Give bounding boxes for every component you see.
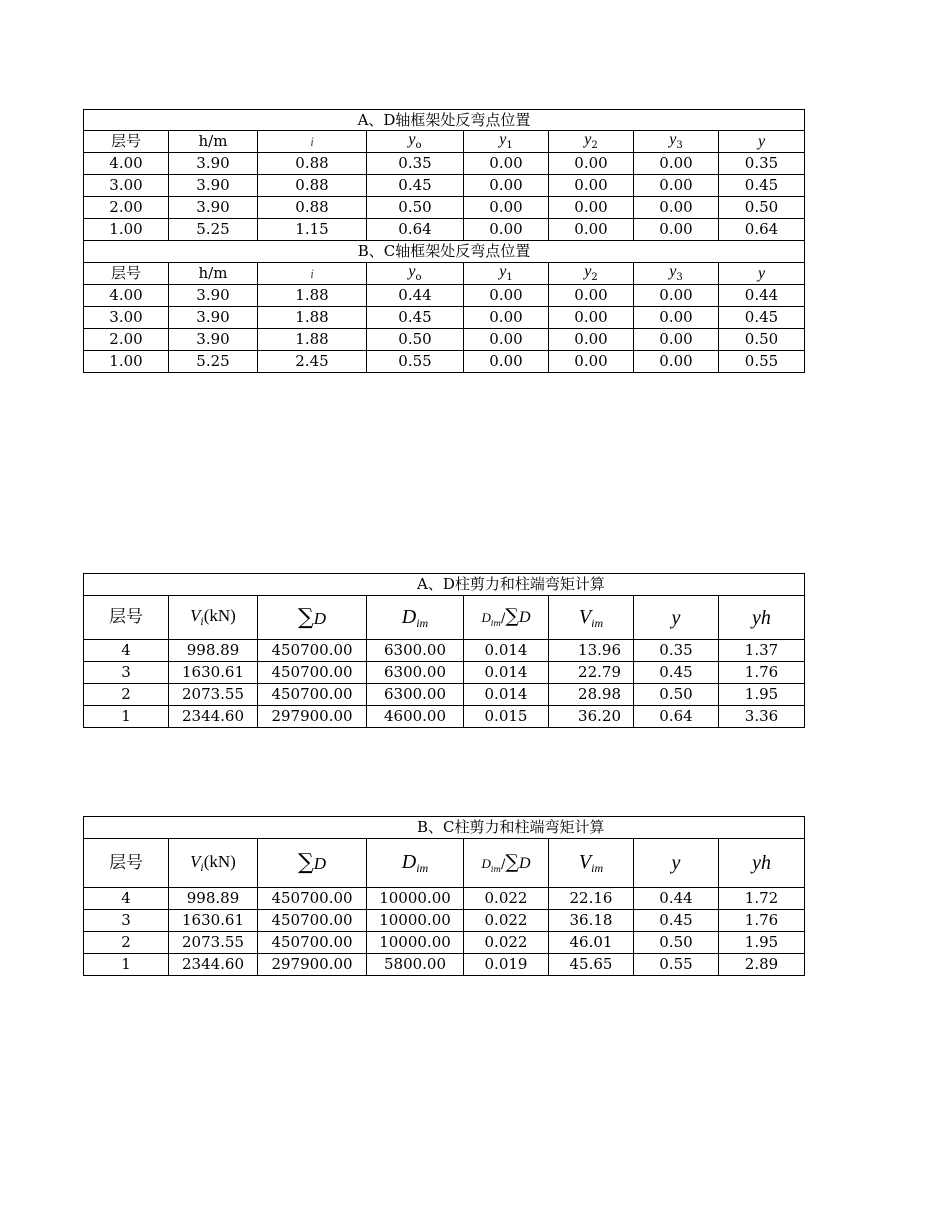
header-y: y — [719, 131, 805, 153]
table-row — [84, 662, 805, 684]
cell: 450700.00 — [258, 684, 367, 706]
header-ratio: $D_{im}/\sum D$ — [464, 839, 549, 888]
cell: 5.25 — [169, 351, 258, 373]
cell: 3.90 — [169, 329, 258, 351]
cell: 10000.00 — [367, 888, 464, 910]
cell: 0.45 — [719, 307, 805, 329]
ad-column-shear-table — [83, 573, 805, 728]
cell: 0.022 — [464, 910, 549, 932]
header-y0: $y_o$ — [367, 131, 464, 153]
table-row — [84, 175, 805, 197]
cell: 3.00 — [84, 307, 169, 329]
cell: 5800.00 — [367, 954, 464, 976]
cell: 998.89 — [169, 888, 258, 910]
cell: 2 — [84, 684, 169, 706]
table-row — [84, 684, 805, 706]
header-y1: $y_1$ — [464, 263, 549, 285]
cell: 0.55 — [634, 954, 719, 976]
cell: 0.00 — [549, 197, 634, 219]
cell: 28.98 — [549, 684, 634, 706]
table2-header-row — [84, 263, 805, 285]
cell: 0.015 — [464, 706, 549, 728]
header-dim: $D_{im}$ — [367, 839, 464, 888]
cell: 0.50 — [719, 197, 805, 219]
cell: 0.00 — [464, 329, 549, 351]
cell: 0.022 — [464, 932, 549, 954]
cell: 0.00 — [464, 307, 549, 329]
cell: 0.022 — [464, 888, 549, 910]
cell: 4.00 — [84, 285, 169, 307]
cell: 1.76 — [719, 662, 805, 684]
header-y3: $y_3$ — [634, 131, 719, 153]
cell: 0.00 — [549, 219, 634, 241]
cell: 4 — [84, 888, 169, 910]
table-row — [84, 888, 805, 910]
cell: 0.00 — [634, 307, 719, 329]
cell: 1.88 — [258, 285, 367, 307]
inflection-point-table — [83, 109, 805, 373]
cell: 0.88 — [258, 175, 367, 197]
cell: 2073.55 — [169, 932, 258, 954]
cell: 2.45 — [258, 351, 367, 373]
cell: 1 — [84, 706, 169, 728]
cell: 0.64 — [367, 219, 464, 241]
cell: 3.36 — [719, 706, 805, 728]
header-vi: $V_i(kN)$ — [169, 596, 258, 640]
cell: 0.00 — [549, 285, 634, 307]
cell: 0.00 — [464, 153, 549, 175]
cell: 0.00 — [464, 285, 549, 307]
cell: 1.76 — [719, 910, 805, 932]
header-yh: yh — [719, 596, 805, 640]
header-height: h/m — [169, 131, 258, 153]
header-vi: $V_i(kN)$ — [169, 839, 258, 888]
cell: 13.96 — [549, 640, 634, 662]
cell: 22.16 — [549, 888, 634, 910]
cell: 4.00 — [84, 153, 169, 175]
cell: 4600.00 — [367, 706, 464, 728]
cell: 0.64 — [634, 706, 719, 728]
cell: 0.019 — [464, 954, 549, 976]
cell: 0.35 — [634, 640, 719, 662]
cell: 2344.60 — [169, 706, 258, 728]
table3-title-row — [84, 574, 805, 596]
header-y: y — [634, 839, 719, 888]
cell: 1.00 — [84, 351, 169, 373]
cell: 10000.00 — [367, 932, 464, 954]
cell: 0.00 — [634, 329, 719, 351]
cell: 22.79 — [549, 662, 634, 684]
table-row — [84, 153, 805, 175]
cell: 0.45 — [634, 662, 719, 684]
cell: 6300.00 — [367, 662, 464, 684]
cell: 3.90 — [169, 285, 258, 307]
cell: 1.88 — [258, 329, 367, 351]
header-y1: $y_1$ — [464, 131, 549, 153]
cell: 0.00 — [549, 307, 634, 329]
cell: 0.44 — [719, 285, 805, 307]
table-row — [84, 640, 805, 662]
cell: 2.00 — [84, 329, 169, 351]
table-row — [84, 954, 805, 976]
cell: 450700.00 — [258, 662, 367, 684]
cell: 450700.00 — [258, 932, 367, 954]
cell: 3 — [84, 662, 169, 684]
cell: 45.65 — [549, 954, 634, 976]
bc-column-shear-table — [83, 816, 805, 976]
cell: 0.00 — [634, 153, 719, 175]
cell: 1630.61 — [169, 910, 258, 932]
table-row — [84, 219, 805, 241]
cell: 0.35 — [719, 153, 805, 175]
cell: 2 — [84, 932, 169, 954]
cell: 0.00 — [549, 351, 634, 373]
cell: 2.00 — [84, 197, 169, 219]
cell: 0.50 — [719, 329, 805, 351]
cell: 1630.61 — [169, 662, 258, 684]
cell: 3.90 — [169, 175, 258, 197]
table-row — [84, 932, 805, 954]
cell: 36.20 — [549, 706, 634, 728]
cell: 0.00 — [464, 351, 549, 373]
table4-title-row — [84, 817, 805, 839]
cell: 3.90 — [169, 153, 258, 175]
table-row — [84, 706, 805, 728]
cell: 0.014 — [464, 684, 549, 706]
cell: 0.014 — [464, 640, 549, 662]
cell: 0.00 — [464, 197, 549, 219]
table2-title: B、C轴框架处反弯点位置 — [84, 241, 805, 263]
cell: 2.89 — [719, 954, 805, 976]
cell: 0.44 — [634, 888, 719, 910]
cell: 3.90 — [169, 307, 258, 329]
cell: 1.88 — [258, 307, 367, 329]
cell: 0.00 — [549, 153, 634, 175]
header-height: h/m — [169, 263, 258, 285]
cell: 0.88 — [258, 197, 367, 219]
header-ratio: $D_{im}/\sum D$ — [464, 596, 549, 640]
cell: 0.00 — [634, 285, 719, 307]
header-i: i — [258, 131, 367, 153]
header-y: y — [719, 263, 805, 285]
cell: 297900.00 — [258, 954, 367, 976]
table-row — [84, 351, 805, 373]
header-y2: $y_2$ — [549, 131, 634, 153]
cell: 1.95 — [719, 684, 805, 706]
header-floor: 层号 — [84, 131, 169, 153]
table4-title: B、C柱剪力和柱端弯矩计算 — [84, 817, 805, 839]
table1-title-row — [84, 110, 805, 131]
cell: 46.01 — [549, 932, 634, 954]
cell: 36.18 — [549, 910, 634, 932]
cell: 0.00 — [549, 175, 634, 197]
cell: 0.50 — [367, 329, 464, 351]
cell: 0.00 — [464, 219, 549, 241]
table-row — [84, 910, 805, 932]
cell: 3.90 — [169, 197, 258, 219]
cell: 0.00 — [634, 175, 719, 197]
table1-header-row — [84, 131, 805, 153]
cell: 450700.00 — [258, 640, 367, 662]
cell: 1.95 — [719, 932, 805, 954]
cell: 2073.55 — [169, 684, 258, 706]
header-sum-d: ∑D — [258, 596, 367, 640]
cell: 3.00 — [84, 175, 169, 197]
cell: 6300.00 — [367, 684, 464, 706]
cell: 1.00 — [84, 219, 169, 241]
cell: 0.88 — [258, 153, 367, 175]
cell: 0.00 — [634, 219, 719, 241]
header-vim: $V_{im}$ — [549, 839, 634, 888]
cell: 1 — [84, 954, 169, 976]
header-y3: $y_3$ — [634, 263, 719, 285]
cell: 2344.60 — [169, 954, 258, 976]
cell: 4 — [84, 640, 169, 662]
cell: 0.45 — [367, 175, 464, 197]
cell: 3 — [84, 910, 169, 932]
cell: 0.45 — [719, 175, 805, 197]
header-i: i — [258, 263, 367, 285]
cell: 0.014 — [464, 662, 549, 684]
table4-header-row — [84, 839, 805, 888]
header-dim: $D_{im}$ — [367, 596, 464, 640]
cell: 450700.00 — [258, 888, 367, 910]
header-vim: $V_{im}$ — [549, 596, 634, 640]
table3-title: A、D柱剪力和柱端弯矩计算 — [84, 574, 805, 596]
cell: 0.00 — [634, 197, 719, 219]
header-floor: 层号 — [84, 596, 169, 640]
header-y: y — [634, 596, 719, 640]
cell: 297900.00 — [258, 706, 367, 728]
cell: 450700.00 — [258, 910, 367, 932]
table-row — [84, 197, 805, 219]
cell: 0.55 — [719, 351, 805, 373]
header-y0: $y_o$ — [367, 263, 464, 285]
cell: 10000.00 — [367, 910, 464, 932]
header-floor: 层号 — [84, 263, 169, 285]
cell: 0.00 — [549, 329, 634, 351]
cell: 998.89 — [169, 640, 258, 662]
header-y2: $y_2$ — [549, 263, 634, 285]
table-row — [84, 285, 805, 307]
cell: 0.50 — [634, 932, 719, 954]
cell: 0.64 — [719, 219, 805, 241]
cell: 0.00 — [464, 175, 549, 197]
table3-header-row — [84, 596, 805, 640]
cell: 1.37 — [719, 640, 805, 662]
cell: 1.72 — [719, 888, 805, 910]
header-sum-d: ∑D — [258, 839, 367, 888]
cell: 0.45 — [634, 910, 719, 932]
cell: 0.35 — [367, 153, 464, 175]
table2-title-row — [84, 241, 805, 263]
header-yh: yh — [719, 839, 805, 888]
cell: 6300.00 — [367, 640, 464, 662]
cell: 0.45 — [367, 307, 464, 329]
header-floor: 层号 — [84, 839, 169, 888]
table1-title: A、D轴框架处反弯点位置 — [84, 110, 805, 131]
cell: 0.50 — [367, 197, 464, 219]
cell: 0.55 — [367, 351, 464, 373]
table-row — [84, 329, 805, 351]
table-row — [84, 307, 805, 329]
cell: 0.44 — [367, 285, 464, 307]
cell: 0.00 — [634, 351, 719, 373]
cell: 0.50 — [634, 684, 719, 706]
cell: 5.25 — [169, 219, 258, 241]
cell: 1.15 — [258, 219, 367, 241]
